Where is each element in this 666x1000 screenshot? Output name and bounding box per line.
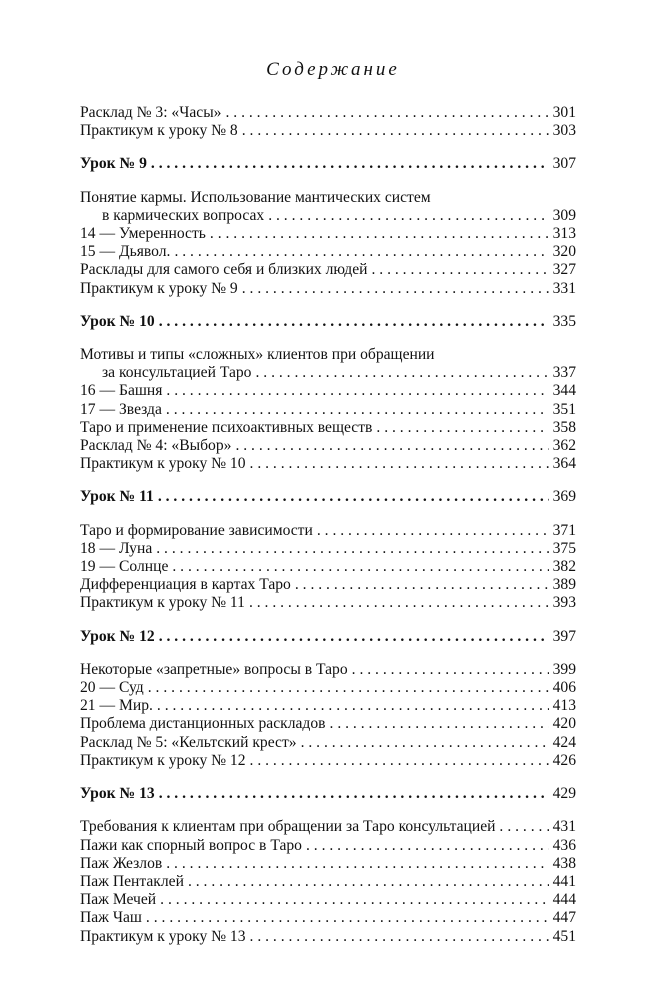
toc-entry-title: 19 — Солнце: [80, 558, 169, 576]
toc-entry[interactable]: [80, 419, 576, 437]
toc-entry-page: 389: [552, 576, 576, 594]
toc-entry-title: 16 — Башня: [80, 382, 163, 400]
dot-leader: [174, 243, 548, 261]
toc-entry[interactable]: [80, 873, 576, 891]
toc-section-lesson-9: [80, 155, 576, 297]
dot-leader: [235, 437, 548, 455]
toc-heading-page: 429: [552, 785, 576, 803]
toc-entry[interactable]: [80, 734, 576, 752]
toc-entry-title: Паж Чаш: [80, 909, 142, 927]
toc-entry-page: 344: [552, 382, 576, 400]
dot-leader: [507, 818, 548, 836]
dot-leader: [157, 697, 549, 715]
toc-section-lesson-12: [80, 628, 576, 770]
toc-entry-page: 337: [552, 364, 576, 382]
toc-entry[interactable]: [80, 576, 576, 594]
toc-heading-title: Урок № 10: [80, 312, 155, 330]
page-title: Содержание: [266, 59, 400, 80]
toc-entry-page: 438: [552, 854, 576, 872]
toc-entry-title: Практикум к уроку № 8: [80, 122, 238, 140]
dot-leader: [172, 558, 548, 576]
toc-entry[interactable]: [80, 401, 576, 419]
toc-entry[interactable]: [80, 382, 576, 400]
toc-entry[interactable]: [80, 280, 576, 298]
toc-entry-title: Расклад № 5: «Кельтский крест»: [80, 733, 297, 751]
toc-heading-page: 335: [552, 312, 576, 330]
toc-entry-first-line: Мотивы и типы «сложных» клиентов при обращении: [80, 346, 435, 364]
toc-entry-title: Таро и применение психоактивных веществ: [80, 418, 373, 436]
toc-lesson-heading[interactable]: [80, 313, 576, 331]
toc-entry-page: 364: [552, 455, 576, 473]
dot-leader: [160, 891, 548, 909]
toc-entry[interactable]: [80, 679, 576, 697]
toc-entry[interactable]: [80, 837, 576, 855]
toc-entry[interactable]: [80, 522, 576, 540]
toc-entry-page: 424: [552, 733, 576, 751]
toc-section-lesson-10: [80, 313, 576, 474]
toc-entry[interactable]: [80, 909, 576, 927]
dot-leader: [255, 364, 548, 382]
toc-entry[interactable]: [80, 715, 576, 733]
toc-entry-title: Проблема дистанционных раскладов: [80, 715, 326, 733]
dot-leader: [376, 419, 548, 437]
toc-section-lesson-13: [80, 785, 576, 946]
toc-heading-page: 307: [552, 155, 576, 173]
toc-section-lesson-11: [80, 488, 576, 612]
toc-entry[interactable]: [80, 928, 576, 946]
toc-entry-page: 451: [552, 927, 576, 945]
dot-leader: [352, 661, 549, 679]
toc-entry[interactable]: [80, 594, 576, 612]
toc-entry[interactable]: [80, 225, 576, 243]
toc-entry-page: 420: [552, 715, 576, 733]
toc-section-lesson-8-tail: [80, 104, 576, 140]
dot-leader: [156, 540, 548, 558]
toc-entry-page: 399: [552, 660, 576, 678]
toc-entry[interactable]: [80, 207, 576, 225]
toc-entry-page: 375: [552, 539, 576, 557]
toc-heading-title: Урок № 12: [80, 627, 155, 645]
toc-entry-page: 362: [552, 437, 576, 455]
toc-entry-title: Практикум к уроку № 12: [80, 751, 246, 769]
dot-leader: [188, 873, 549, 891]
toc-entry-title: Практикум к уроку № 13: [80, 927, 246, 945]
toc-entry[interactable]: [80, 661, 576, 679]
toc-entry[interactable]: [80, 697, 576, 715]
toc-entry[interactable]: [80, 437, 576, 455]
toc-entry-title: Требования к клиентам при обращении за Таро консультацией .: [80, 818, 504, 836]
dot-leader: [166, 401, 549, 419]
toc-entry-title: Практикум к уроку № 11: [80, 594, 245, 612]
toc-entry-page: 320: [552, 243, 576, 261]
toc-entry-page: 406: [552, 679, 576, 697]
toc-entry-page: 351: [552, 400, 576, 418]
toc-heading-title: Урок № 13: [80, 785, 155, 803]
dot-leader: [301, 734, 549, 752]
toc-entry-page: 327: [552, 261, 576, 279]
toc-entry-title: Расклад № 4: «Выбор»: [80, 437, 232, 455]
toc-entry-page: 436: [552, 836, 576, 854]
toc-entry-title: 14 — Умеренность: [80, 225, 206, 243]
toc-entry-page: 301: [552, 104, 576, 121]
dot-leader: [242, 280, 549, 298]
toc-entry[interactable]: [80, 364, 576, 382]
toc-lesson-heading[interactable]: [80, 628, 576, 646]
toc-entry-title: 20 — Суд: [80, 679, 144, 697]
toc-entry-title: Пажи как спорный вопрос в Таро: [80, 836, 302, 854]
dot-leader: [148, 679, 549, 697]
toc-entry[interactable]: [80, 243, 576, 261]
toc-entry-title: 18 — Луна: [80, 539, 153, 557]
toc-entry-title: Паж Мечей: [80, 891, 157, 909]
toc-entry-title: за консультацией Таро: [102, 364, 252, 382]
toc-entry-title: Некоторые «запретные» вопросы в Таро: [80, 660, 348, 678]
toc-entry-title: 21 — Мир.: [80, 697, 153, 715]
table-of-contents: [80, 104, 576, 946]
toc-entry[interactable]: [80, 261, 576, 279]
dot-leader: [166, 855, 548, 873]
toc-lesson-heading[interactable]: [80, 488, 576, 506]
dot-leader: [249, 594, 549, 612]
dot-leader: [250, 928, 549, 946]
dot-leader: [268, 207, 548, 225]
dot-leader: [146, 909, 549, 927]
toc-entry[interactable]: [80, 122, 576, 140]
dot-leader: [158, 488, 549, 506]
toc-entry-title: Практикум к уроку № 10: [80, 455, 246, 473]
toc-heading-title: Урок № 11: [80, 488, 154, 506]
toc-entry-page: 413: [552, 697, 576, 715]
dot-leader: [371, 261, 548, 279]
toc-heading-page: 369: [552, 488, 576, 506]
toc-lesson-heading[interactable]: [80, 155, 576, 173]
toc-entry[interactable]: [80, 752, 576, 770]
dot-leader: [250, 455, 549, 473]
toc-entry-title: Таро и формирование зависимости: [80, 521, 313, 539]
toc-entry-title: Практикум к уроку № 9: [80, 279, 238, 297]
dot-leader: [159, 785, 549, 803]
dot-leader: [306, 837, 549, 855]
toc-entry-title: в кармических вопросах: [102, 206, 265, 224]
dot-leader: [159, 313, 549, 331]
toc-entry-page: 393: [552, 594, 576, 612]
toc-entry[interactable]: [80, 855, 576, 873]
toc-entry-title: Дифференциация в картах Таро: [80, 576, 291, 594]
toc-entry-page: 303: [552, 122, 576, 140]
toc-entry-page: 444: [552, 891, 576, 909]
dot-leader: [250, 752, 549, 770]
toc-entry-title: Расклад № 3: «Часы»: [80, 104, 222, 121]
dot-leader: [210, 225, 549, 243]
toc-entry[interactable]: [80, 104, 576, 122]
toc-entry-page: 441: [552, 872, 576, 890]
toc-entry[interactable]: [80, 818, 576, 836]
toc-entry-page: 447: [552, 909, 576, 927]
toc-entry-page: 382: [552, 558, 576, 576]
toc-entry[interactable]: [80, 558, 576, 576]
toc-entry-page: 371: [552, 521, 576, 539]
dot-leader: [166, 382, 548, 400]
toc-heading-title: Урок № 9: [80, 155, 147, 173]
dot-leader: [159, 628, 549, 646]
dot-leader: [151, 155, 549, 173]
toc-entry-page: 313: [552, 225, 576, 243]
toc-entry-page: 358: [552, 418, 576, 436]
toc-entry-page: 426: [552, 751, 576, 769]
dot-leader: [242, 122, 549, 140]
toc-entry-title: Паж Пентаклей: [80, 872, 184, 890]
toc-entry-title: 15 — Дьявол.: [80, 243, 171, 261]
toc-heading-page: 397: [552, 627, 576, 645]
toc-entry-title: Расклады для самого себя и близких людей: [80, 261, 368, 279]
dot-leader: [225, 104, 548, 122]
toc-entry[interactable]: [80, 540, 576, 558]
toc-entry[interactable]: [80, 891, 576, 909]
dot-leader: [295, 576, 549, 594]
toc-entry[interactable]: [80, 455, 576, 473]
toc-entry-page: 309: [552, 206, 576, 224]
toc-entry-title: Паж Жезлов: [80, 854, 163, 872]
dot-leader: [317, 522, 549, 540]
toc-entry-title: 17 — Звезда: [80, 400, 162, 418]
toc-entry-page: 331: [552, 279, 576, 297]
toc-lesson-heading[interactable]: [80, 785, 576, 803]
toc-entry-page: 431: [552, 818, 576, 836]
dot-leader: [330, 715, 549, 733]
toc-entry-first-line: Понятие кармы. Использование мантических систем: [80, 188, 431, 206]
